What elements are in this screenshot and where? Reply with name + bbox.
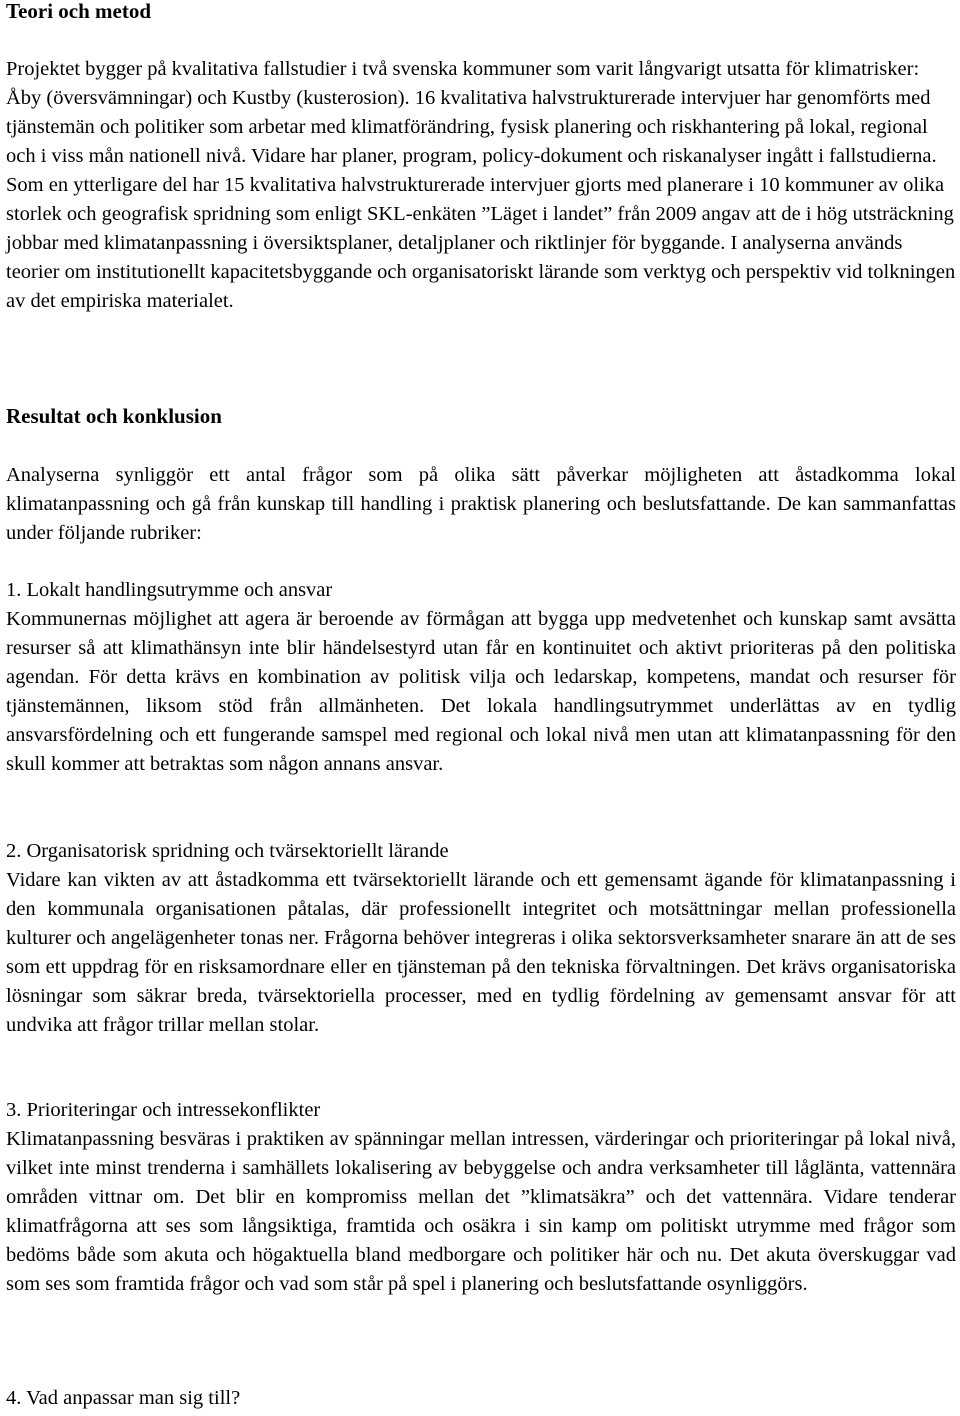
subheading-lokalt-handlingsutrymme: 1. Lokalt handlingsutrymme och ansvar: [6, 579, 333, 601]
section-heading-resultat-och-konklusion: Resultat och konklusion: [6, 404, 222, 428]
subheading-organisatorisk-spridning: 2. Organisatorisk spridning och tvärsektoriellt lärande: [6, 840, 449, 862]
paragraph-resultat-summary: Analyserna synliggör ett antal frågor som på olika sätt påverkar möjligheten att åstadkomma lokal klimatanpassning och gå från kunskap till handling i praktisk planering och beslutsfattande. De kan sammanfattas under följande rubriker:: [6, 464, 956, 544]
paragraph-teori-och-metod: Projektet bygger på kvalitativa fallstudier i två svenska kommuner som varit långvarigt utsatta för klimatrisker: Åby (översvämningar) och Kustby (kusterosion). 16 kvalitativa halvstrukturerade intervjuer har genomförts med tjänstemän och politiker som arbetar med klimatförändring, fysisk planering och riskhantering på lokal, regional och i viss mån nationell nivå. Vidare har planer, program, policy-dokument och riskanalyser ingått i fallstudierna. Som en ytterligare del har 15 kvalitativa halvstrukturerade intervjuer gjorts med planerare i 10 kommuner av olika storlek och geografisk spridning som enligt SKL-enkäten ”Läget i landet” från 2009 angav att de i hög utsträckning jobbar med klimatanpassning i översiktsplaner, detaljplaner och riktlinjer för byggande. I analyserna används teorier om institutionellt kapacitetsbyggande och organisatoriskt lärande som verktyg och perspektiv vid tolkningen av det empiriska materialet.: [6, 58, 956, 312]
paragraph-organisatorisk-spridning: Vidare kan vikten av att åstadkomma ett tvärsektoriellt lärande och ett gemensamt ägande för klimatanpassning i den kommunala organisationen påtalas, där professionellt integritet och motsättningar mellan professionella kulturer och angelägenheter tonas ner. Frågorna behöver integreras i olika sektorsverksamheter snarare än att de ses som ett uppdrag för en risksamordnare eller en tjänsteman på den tekniska förvaltningen. Det krävs organisatoriska lösningar som säkrar breda, tvärsektoriella processer, med en tydlig fördelning av gemensamt ansvar för att undvika att frågor trillar mellan stolar.: [6, 869, 956, 1036]
paragraph-prioriteringar: Klimatanpassning besväras i praktiken av spänningar mellan intressen, värderingar och prioriteringar på lokal nivå, vilket inte minst trenderna i samhällets lokalisering av bebyggelse och andra verksamheter till låglänta, vattennära områden vittnar om. Det blir en kompromiss mellan det ”klimatsäkra” och det vattennära. Vidare tenderar klimatfrågorna att ses som långsiktiga, framtida och osäkra i sin kamp om politiskt utrymme med frågor som bedöms både som akuta och högaktuella bland medborgare och politiker här och nu. Det akuta överskuggar vad som ses som framtida frågor och vad som står på spel i planering och beslutsfattande osynliggörs.: [6, 1128, 956, 1295]
section-heading-teori-och-metod: Teori och metod: [6, 0, 152, 23]
paragraph-lokalt-handlingsutrymme: Kommunernas möjlighet att agera är beroende av förmågan att bygga upp medvetenhet och kunskap samt avsätta resurser så att klimathänsyn inte blir händelsestyrd utan får en kontinuitet och aktivt prioriteras på den politiska agendan. För detta krävs en kombination av politisk vilja och ledarskap, kompetens, mandat och resurser för tjänstemännen, liksom stöd från allmänheten. Det lokala handlingsutrymmet underlättas av en tydlig ansvarsfördelning och ett fungerande samspel med regional och lokal nivå men utan att klimatanpassning för den skull kommer att betraktas som någon annans ansvar.: [6, 608, 956, 775]
subheading-vad-anpassar: 4. Vad anpassar man sig till?: [6, 1387, 241, 1409]
subheading-prioriteringar: 3. Prioriteringar och intressekonflikter: [6, 1099, 321, 1121]
